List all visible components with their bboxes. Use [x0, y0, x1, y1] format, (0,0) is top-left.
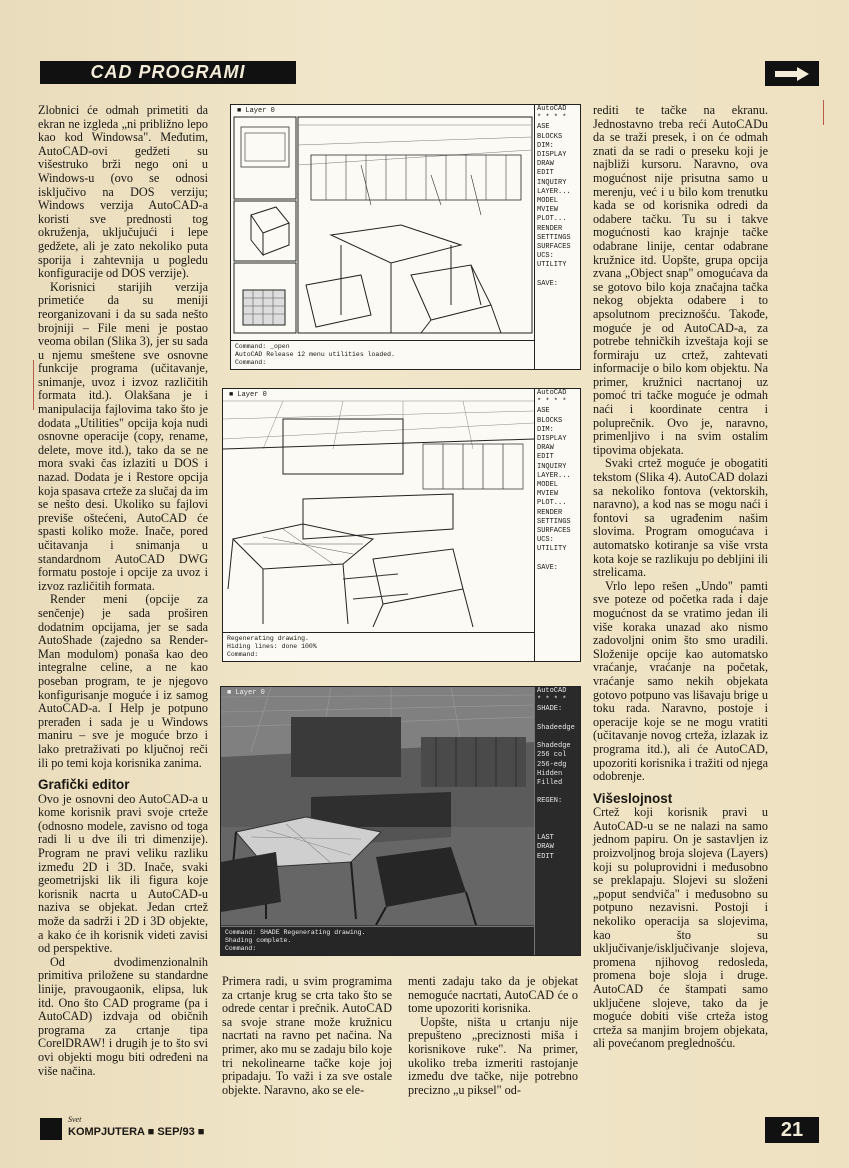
menu-item[interactable]: Shadeedge — [537, 723, 575, 732]
margin-mark — [823, 100, 824, 125]
layer-indicator: ■ Layer 0 — [229, 391, 267, 399]
menu-item[interactable] — [537, 816, 580, 825]
paragraph: Primera radi, u svim programima za crtanje krug se crta tako što se odrede centar i prečnik. AutoCAD sa svoje strane može kružnicu nacrtati na ravno pet načina. Na primer, ako mu se zadaju bilo koje tri nekolinearne tačke koje joj pripadaju. To važi i za sve ostale objekte. Naravno, ako se ele- — [222, 974, 392, 1097]
paragraph: rediti te tačke na ekranu. Jednostavno treba reći AutoCADu da se traži presek, i on će odmah znati da se radi o preseku koji je najbliži kursoru. Naravno, ova mogućnost nije prisutna samo u merenju, već i u bilo kom trenutku kada se od korisnika odredi da odabere tačku. Tu su i takve mogućnosti kao krajnje tačke odabrane linije, centar odabrane kružnice itd. Uopšte, grupa opcija zvana „Object snap" omogućava da se gotovo bilo koja značajna tačka nekog objekta odabere i to apsolutnom preciznošću. Takođe, moguće je od AutoCAD-a, za potrebe tehničkih izveštaja koji se formiraju uz crtež, zahtevati informacije o bilo kom objektu. Na primer, kružnici nacrtanoj uz pomoć tri tačke moguće je odmah naći i koordinate centra i poluprečnik. Ovo je, naravno, primenljivo i na svim ostalim tipovima objekata. — [593, 103, 768, 457]
command-line-text: Hiding lines: done 100% — [227, 643, 317, 650]
command-line-text: Command: SHADE Regenerating drawing. — [225, 929, 366, 936]
menu-item[interactable]: EDIT — [537, 852, 554, 861]
menu-item[interactable]: MVIEW — [537, 206, 559, 215]
menu-item[interactable] — [537, 715, 580, 724]
command-line-text: Command: — [225, 945, 257, 952]
menu-item[interactable]: SAVE: — [537, 563, 559, 572]
menu-item[interactable]: AutoCAD — [537, 687, 567, 695]
menu-item[interactable]: LAYER... — [537, 187, 571, 196]
layer-indicator: ■ Layer 0 — [237, 107, 275, 115]
menu-item[interactable]: MODEL — [537, 481, 559, 490]
kitchen-hidden-lines-view — [223, 389, 534, 627]
menu-item[interactable]: BLOCKS — [537, 132, 563, 141]
command-line-text: Shading complete. — [225, 937, 292, 944]
menu-item[interactable] — [537, 271, 580, 280]
menu-item[interactable]: DIM: — [537, 141, 554, 150]
command-line[interactable] — [223, 632, 534, 661]
menu-item[interactable]: Filled — [537, 779, 563, 788]
menu-item[interactable]: Shadedge — [537, 742, 571, 751]
article-column-2 — [222, 975, 392, 1097]
menu-item[interactable] — [537, 555, 580, 564]
article-column-3 — [408, 975, 578, 1097]
menu-item[interactable]: SURFACES — [537, 243, 571, 252]
menu-item[interactable]: LAST — [537, 834, 554, 843]
menu-item[interactable]: 256-edg — [537, 760, 567, 769]
menu-item[interactable]: DIM: — [537, 425, 554, 434]
command-line-text: Command: _open — [235, 343, 290, 350]
command-line-text: Command: — [227, 651, 259, 658]
menu-item[interactable]: DISPLAY — [537, 435, 567, 444]
menu-item[interactable]: * * * * — [537, 696, 567, 705]
menu-item[interactable]: DRAW — [537, 843, 554, 852]
paragraph: Zlobnici će odmah primetiti da ekran ne izgleda „ni približno lepo kao kod Windowsa". Međutim, AutoCAD-ovi gedžeti su višestruko brži nego oni u Windows-u (ovo se odnosi isključivo na DOS verziju; Windows verzija AutoCAD-a koristi sve prednosti tog okruženja, uključujući i lepe gedžete, ali je zato nekoliko puta sporija i zahtevnija u pogledu konfiguracije od DOS verzije). — [38, 103, 208, 281]
menu-item[interactable]: EDIT — [537, 453, 554, 462]
page-number: 21 — [765, 1117, 819, 1143]
square-bullet-icon: ■ — [197, 1126, 205, 1138]
screen-menu — [534, 389, 580, 661]
magazine-prefix: Svet — [68, 1115, 82, 1124]
square-bullet-icon: ■ — [147, 1126, 155, 1138]
menu-item[interactable]: INQUIRY — [537, 178, 567, 187]
menu-item[interactable] — [537, 733, 580, 742]
command-line-text: AutoCAD Release 12 menu utilities loaded. — [235, 351, 395, 358]
menu-item[interactable]: DISPLAY — [537, 151, 567, 160]
menu-item[interactable]: MVIEW — [537, 490, 559, 499]
section-title: CAD PROGRAMI — [90, 62, 246, 82]
menu-item[interactable]: UTILITY — [537, 545, 567, 554]
menu-item[interactable]: RENDER — [537, 508, 563, 517]
menu-item[interactable]: SHADE: — [537, 705, 563, 714]
paragraph: Svaki crtež moguće je obogatiti tekstom (Slika 4). AutoCAD dolazi sa nekoliko fontova (vektorskih, naravno), a kod nas se mogu naći i fontovi sa ugrađenim našim slovima. Program omogućava i automatsko kotiranje sa više vrsta kota koje se razlikuju po debljini ili strelicama. — [593, 456, 768, 580]
menu-item[interactable]: BLOCKS — [537, 416, 563, 425]
menu-item[interactable]: DRAW — [537, 160, 554, 169]
footer-logo-block — [40, 1118, 62, 1140]
kitchen-shaded-view — [221, 687, 534, 925]
menu-item[interactable]: REGEN: — [537, 797, 563, 806]
layer-indicator: ■ Layer 0 — [227, 689, 265, 697]
menu-item[interactable]: SAVE: — [537, 279, 559, 288]
screen-menu — [534, 105, 580, 369]
menu-item[interactable]: UCS: — [537, 536, 554, 545]
menu-item[interactable]: RENDER — [537, 224, 563, 233]
menu-item[interactable]: EDIT — [537, 169, 554, 178]
menu-item[interactable]: Hidden — [537, 769, 563, 778]
menu-item[interactable]: ASE — [537, 123, 550, 132]
paragraph: Od dvodimenzionalnih primitiva priložene su standardne linije, pravougaonik, elipsa, luk itd. Ono što CAD programe (pa i AutoCAD) izdvaja od običnih programa za crtanje tipa CorelDRAW! i drugih je to što svi ovi objekti mogu biti određeni na više načina. — [38, 954, 208, 1078]
menu-item[interactable] — [537, 788, 580, 797]
menu-item[interactable]: PLOT... — [537, 499, 567, 508]
menu-item[interactable]: PLOT... — [537, 215, 567, 224]
autocad-screenshot-2 — [222, 388, 581, 662]
menu-item[interactable]: 256 col — [537, 751, 567, 760]
article-column-1 — [38, 104, 208, 1078]
paragraph: menti zadaju tako da je objekat nemoguće nacrtati, AutoCAD će o tome upozoriti korisnika. — [408, 974, 578, 1016]
command-line[interactable] — [231, 340, 534, 369]
autocad-screenshot-1 — [230, 104, 581, 370]
menu-item[interactable]: AutoCAD — [537, 105, 567, 113]
paragraph: Uopšte, ništa u crtanju nije prepušteno „preciznosti miša i korisnikove ruke". Na primer, ukoliko treba izmeriti rastojanje između dve tačke, nije potrebno precizno „u piksel" od- — [408, 1014, 578, 1097]
continue-arrow-icon — [765, 61, 819, 86]
paragraph: Crtež koji korisnik pravi u AutoCAD-u se ne nalazi na samo jednom papiru. On je sastavljen iz proizvoljnog broja slojeva (Layers) koji su poluprovidni i međusobno se preklapaju. Slojevi su složeni „poput sendviča" i međusobno su potpuno nezavisni. Postoji i nekoliko operacija sa slojevima, kao što su uključivanje/isključivanje slojeva, promena njihovog redosleda, promena boje sloja i druge. AutoCAD će štampati samo uključene slojeve, tako da je moguće dobiti više crteža istog crteža sa manjim brojem objekata, ali povećanom preglednošću. — [593, 805, 768, 1051]
paragraph: Render meni (opcije za senčenje) je sada proširen dodatnim opcijama, jer se sada AutoShade (zajedno sa Render-Man modulom) ponaša kao deo integralne celine, a ne kao poseban program, te je njegovo konfigurisanje moguće i iz samog AutoCAD-a. I Help je potpuno prerađen i sada je u Windows maniru – sve je moguće brzo i lako pretraživati po ključnoj reči ili po temi koja korisnika zanima. — [38, 592, 208, 770]
menu-item[interactable]: MODEL — [537, 197, 559, 206]
menu-item[interactable]: AutoCAD — [537, 389, 567, 397]
paragraph: Ovo je osnovni deo AutoCAD-a u kome korisnik pravi svoje crteže (odnosno modele, zavisno od toga radi li u dve ili tri dimenzije). Program ne pravi veliku razliku između 2D i 3D. Inače, svaki geometrijski lik ili figura koje korisnik nacrta u AutoCAD-u naziva se objekat. Jedan crtež može da sadrži i 2D i 3D objekte, a kako će ih korisnik videti zavisi od perspektive. — [38, 791, 208, 956]
command-line-text: Command: — [235, 359, 267, 366]
paragraph: Vrlo lepo rešen „Undo" pamti sve poteze od početka rada i daje mogućnost da se vratimo jedan ili više koraka unazad ako nismo zadovoljni onim što smo uradili. Složenije opcije kao automatsko vraćanje, vraćanje na početak, vraćanje samo nekih objekata gotovo potpuno vas lišavaju brige u toku rada. Naravno, postoje i operacije koje se ne mogu vratiti (učitavanje novog crteža, izlazak iz programa itd.), ali će AutoCAD, upozoriti korisnika i tražiti od njega odobrenje. — [593, 578, 768, 784]
section-header — [40, 61, 296, 84]
menu-item[interactable]: SETTINGS — [537, 233, 571, 242]
screen-menu — [534, 687, 580, 955]
issue-date: SEP/93 — [157, 1126, 195, 1138]
menu-item[interactable]: * * * * — [537, 114, 567, 123]
menu-item[interactable] — [537, 825, 580, 834]
menu-item[interactable]: UCS: — [537, 252, 554, 261]
magazine-name: KOMPJUTERA — [68, 1126, 145, 1138]
autocad-screenshot-3 — [220, 686, 581, 956]
menu-item[interactable]: * * * * — [537, 398, 567, 407]
menu-item[interactable]: ASE — [537, 407, 550, 416]
footer-masthead — [68, 1126, 204, 1138]
subheading-graficki-editor: Grafički editor — [38, 777, 130, 793]
menu-item[interactable]: SETTINGS — [537, 517, 571, 526]
article-column-4 — [593, 104, 768, 1051]
subheading-viseslojnost: Višeslojnost — [593, 790, 673, 806]
menu-item[interactable]: SURFACES — [537, 527, 571, 536]
menu-item[interactable]: DRAW — [537, 444, 554, 453]
kitchen-wireframe-viewports — [231, 105, 534, 335]
menu-item[interactable]: INQUIRY — [537, 462, 567, 471]
command-line[interactable] — [221, 926, 534, 955]
menu-item[interactable]: LAYER... — [537, 471, 571, 480]
menu-item[interactable]: UTILITY — [537, 261, 567, 270]
margin-mark — [33, 360, 34, 410]
menu-item[interactable] — [537, 807, 580, 816]
paragraph: Korisnici starijih verzija primetiće da su meniji reorganizovani i da su sada nešto brojniji – File meni je postao veoma obilan (Slika 3), jer su sada u njemu smeštene sve osnovne funkcije programa (učitavanje, snimanje, uvoz i izvoz različitih formata itd.). Olakšana je i manipulacija fajlovima tako što je dodata „Utilities" opcija koja nudi osnovne operacije (copy, rename, delete, move itd.), tako da se ne mora svaki čas izlaziti u DOS i nazad. Dodata je i Restore opcija koja spasava crteže za slučaj da im se nešto desi. Ukoliko su fajlovi previše oštećeni, AutoCAD će spasti koliko može. Inače, pored učitavanja i snimanja u standardnom AutoCAD DWG formatu postoje i opcije za uvoz i izvoz različitih formata. — [38, 279, 208, 593]
command-line-text: Regenerating drawing. — [227, 635, 309, 642]
